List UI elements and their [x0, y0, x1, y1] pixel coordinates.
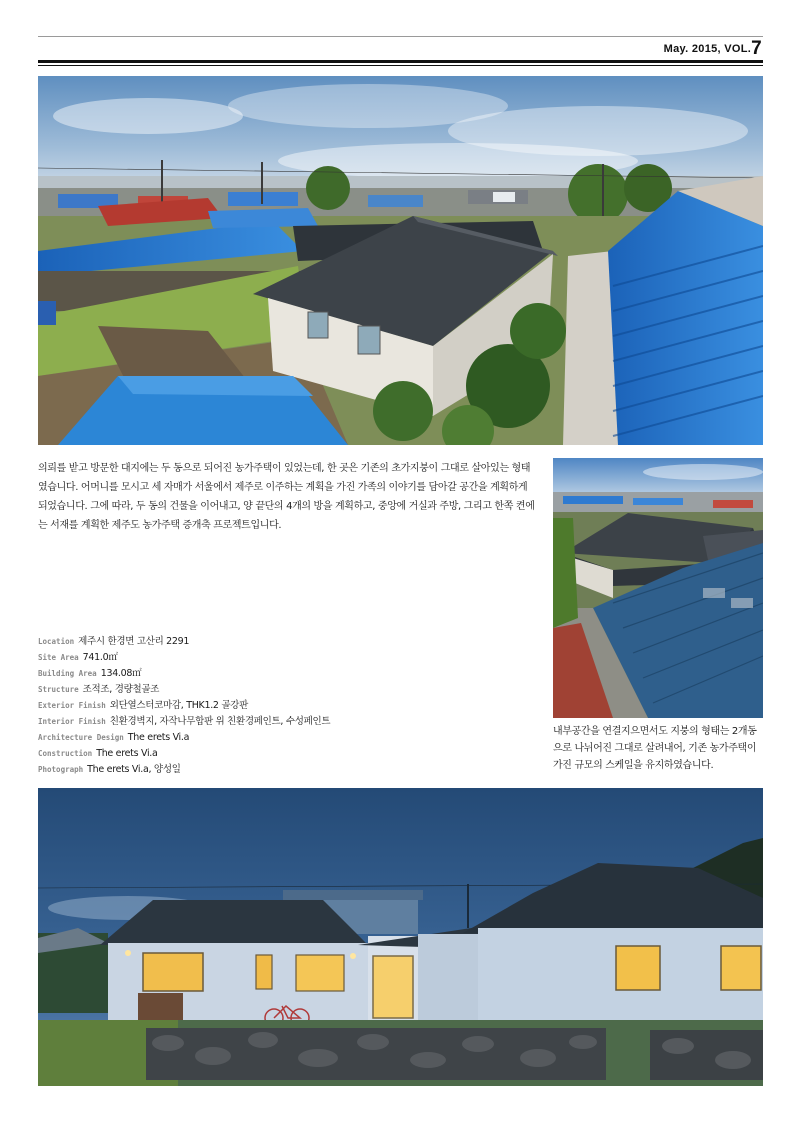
intro-paragraph: 의뢰를 받고 방문한 대지에는 두 동으로 되어진 농가주택이 있었는데, 한 곳은 기존의 초가지붕이 그대로 살아있는 형태였습니다. 어머니를 모시고 세 자매가 서울에서 제주로 이주하는 계획을 가진 가족의 이야기를 담아갈 공간을 계획하게 되었습니다. 그에 따라, 두 동의 건물을 이어내고, 양 끝단의 4개의 방을 계획하고, 중앙에 거실과 주방, 그리고 한쪽 켠에는 서재를 계획한 제주도 농가주택 증개축 프로젝트입니다.: [38, 463, 535, 531]
spec-row: [38, 743, 538, 759]
spec-label: Architecture Design: [38, 733, 124, 742]
spec-row: [38, 759, 538, 775]
header-rule-thick: [38, 60, 763, 63]
spec-row: [38, 679, 538, 695]
roof-detail-photo: [553, 458, 763, 718]
spec-value: 친환경벽지, 자작나무합판 위 친환경페인트, 수성페인트: [109, 716, 331, 727]
spec-value: The erets Vi.a: [127, 732, 190, 743]
spec-label: Structure: [38, 685, 79, 694]
issue-label: [664, 38, 762, 60]
spec-value: 741.0㎡: [82, 652, 118, 663]
spec-value: 제주시 한경면 고산리 2291: [78, 636, 190, 647]
spec-label: Photograph: [38, 765, 84, 774]
spec-label: Location: [38, 637, 75, 646]
dusk-house-photo: [38, 788, 763, 1086]
spec-row: [38, 727, 538, 743]
spec-value: The erets Vi.a, 양성일: [87, 764, 181, 775]
spec-label: Building Area: [38, 669, 97, 678]
spec-row: [38, 647, 538, 663]
top-rule: [38, 36, 763, 37]
spec-value: 134.08㎡: [100, 668, 142, 679]
spec-row: [38, 711, 538, 727]
issue-prefix: May. 2015, VOL.: [663, 43, 752, 55]
spec-value: The erets Vi.a: [96, 748, 158, 759]
spec-label: Site Area: [38, 653, 79, 662]
spec-row: [38, 663, 538, 679]
spec-row: [38, 695, 538, 711]
spec-row: [38, 631, 538, 647]
spec-label: Construction: [38, 749, 93, 758]
rooftop-village-photo: [38, 76, 763, 445]
photo-caption: 내부공간을 연결지으면서도 지붕의 형태는 2개동으로 나뉘어진 그대로 살려내어, 기존 농가주택이 가진 규모의 스케일을 유지하였습니다.: [553, 726, 757, 771]
project-specs: [38, 631, 538, 775]
spec-label: Exterior Finish: [38, 701, 106, 710]
header-rule-thin: [38, 65, 763, 66]
spec-label: Interior Finish: [38, 717, 106, 726]
issue-number: 7: [751, 38, 762, 59]
spec-value: 외단열스터코마감, THK1.2 골강판: [109, 700, 249, 711]
spec-value: 조적조, 경량철골조: [82, 684, 160, 695]
